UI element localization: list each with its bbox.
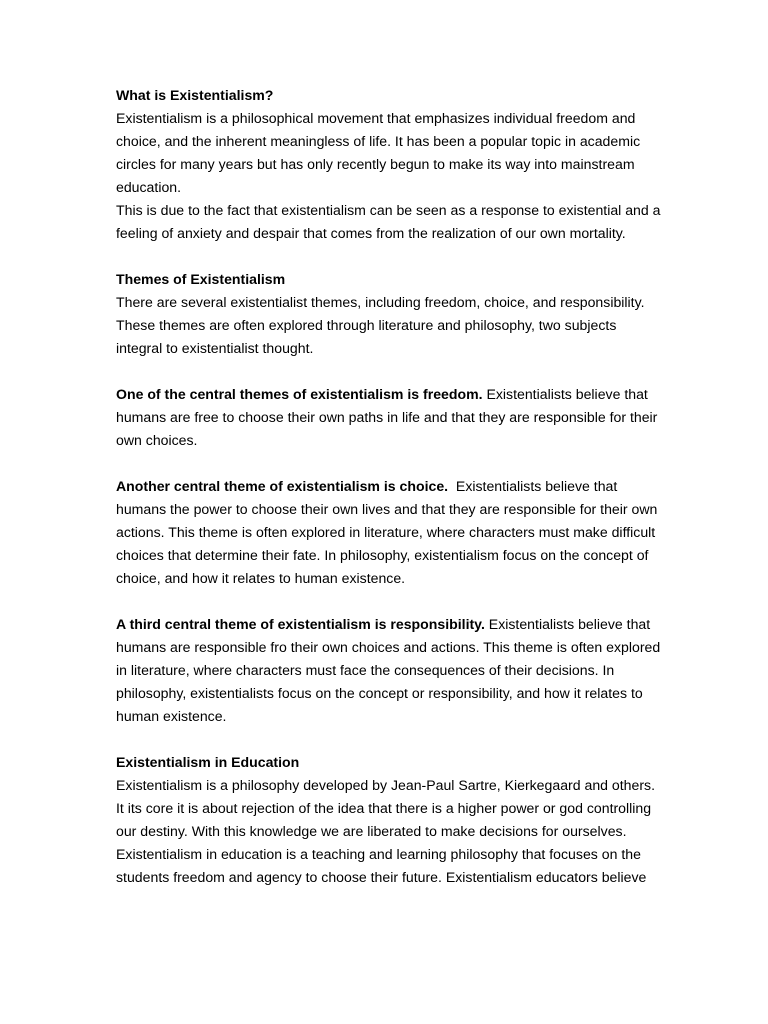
- paragraph: Existentialism in education is a teaching and learning philosophy that focuses on the students freedom and agency to choose their future. Existentialism educators believe: [116, 846, 647, 885]
- paragraph: Existentialism is a philosophy developed by Jean-Paul Sartre, Kierkegaard and others. It its core it is about rejection of the idea that there is a higher power or god controlling our destiny. With this knowledge we are liberated to make decisions for ourselves.: [116, 777, 655, 839]
- section-heading-themes: Themes of Existentialism: [116, 271, 286, 287]
- paragraph: Existentialism is a philosophical movement that emphasizes individual freedom and choice, and the inherent meaningless of life. It has been a popular topic in academic circles for many years but has only recently begun to make its way into mainstream education.: [116, 110, 641, 195]
- paragraph: There are several existentialist themes, including freedom, choice, and responsibility. These themes are often explored through literature and philosophy, two subjects integral to existentialist thought.: [116, 294, 645, 356]
- paragraph-spacer: [116, 245, 661, 268]
- paragraph-responsibility: [116, 613, 661, 728]
- paragraph-spacer: [116, 728, 661, 751]
- lead-sentence: Another central theme of existentialism is choice.: [116, 478, 449, 494]
- paragraph-spacer: [116, 590, 661, 613]
- lead-sentence: One of the central themes of existentialism is freedom.: [116, 386, 483, 402]
- lead-sentence: A third central theme of existentialism is responsibility.: [116, 616, 485, 632]
- paragraph-body: Existentialists believe that humans are responsible fro their own choices and actions. This theme is often explored in literature, where characters must face the consequences of their decisions. In philosophy, existentialists focus on the concept or responsibility, and how it relates to human existence.: [116, 616, 661, 724]
- section-heading-education: Existentialism in Education: [116, 754, 300, 770]
- paragraph-freedom: [116, 383, 661, 452]
- paragraph-spacer: [116, 360, 661, 383]
- paragraph-choice: [116, 475, 661, 590]
- section-heading-what-is-existentialism: What is Existentialism?: [116, 87, 274, 103]
- paragraph: This is due to the fact that existentialism can be seen as a response to existential and a feeling of anxiety and despair that comes from the realization of our own mortality.: [116, 202, 661, 241]
- document-page: [116, 84, 661, 889]
- paragraph-spacer: [116, 452, 661, 475]
- paragraph-body: Existentialists believe that humans are free to choose their own paths in life and that they are responsible for their own choices.: [116, 386, 658, 448]
- paragraph-body: Existentialists believe that humans the power to choose their own lives and that they are responsible for their own actions. This theme is often explored in literature, where characters must make difficult choices that determine their fate. In philosophy, existentialism focus on the concept of choice, and how it relates to human existence.: [116, 478, 662, 586]
